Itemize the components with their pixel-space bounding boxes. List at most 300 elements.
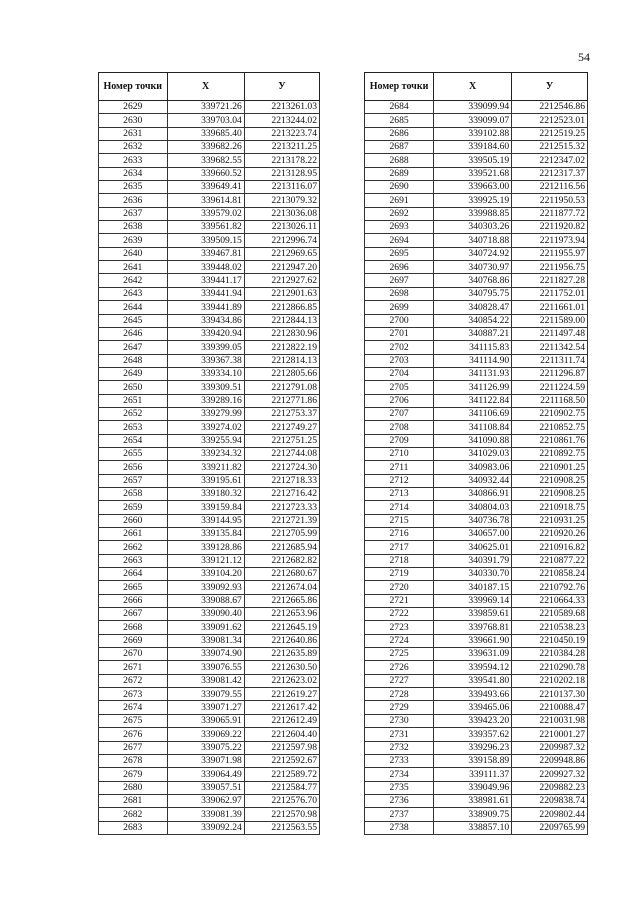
cell-y: 2212584.77 [244, 781, 319, 794]
cell-x: 341106.69 [434, 407, 512, 420]
cell-y: 2212753.37 [244, 407, 319, 420]
cell-point-number: 2721 [365, 594, 434, 607]
cell-point-number: 2674 [99, 701, 168, 714]
cell-x: 339144.95 [167, 514, 244, 527]
cell-point-number: 2636 [99, 194, 168, 207]
table-row [365, 701, 588, 714]
table-row [365, 167, 588, 180]
cell-x: 340391.79 [434, 554, 512, 567]
cell-point-number: 2631 [99, 127, 168, 140]
cell-x: 339104.20 [167, 568, 244, 581]
cell-point-number: 2710 [365, 447, 434, 460]
cell-point-number: 2725 [365, 648, 434, 661]
cell-x: 340330.70 [434, 568, 512, 581]
cell-point-number: 2705 [365, 381, 434, 394]
cell-y: 2211497.48 [512, 327, 588, 340]
table-row [365, 514, 588, 527]
cell-x: 340724.92 [434, 247, 512, 260]
table-row [99, 154, 320, 167]
cell-point-number: 2697 [365, 274, 434, 287]
cell-y: 2212523.01 [512, 114, 588, 127]
cell-point-number: 2692 [365, 207, 434, 220]
cell-x: 340983.06 [434, 461, 512, 474]
cell-point-number: 2667 [99, 608, 168, 621]
cell-x: 338909.75 [434, 808, 512, 821]
table-row [99, 181, 320, 194]
cell-point-number: 2689 [365, 167, 434, 180]
cell-point-number: 2653 [99, 421, 168, 434]
cell-point-number: 2687 [365, 141, 434, 154]
cell-y: 2212635.89 [244, 648, 319, 661]
table-row [99, 474, 320, 487]
cell-y: 2212830.96 [244, 327, 319, 340]
cell-point-number: 2637 [99, 207, 168, 220]
cell-point-number: 2654 [99, 434, 168, 447]
cell-y: 2211589.00 [512, 314, 588, 327]
cell-x: 339255.94 [167, 434, 244, 447]
cell-y: 2209987.32 [512, 741, 588, 754]
table-row [99, 594, 320, 607]
cell-point-number: 2720 [365, 581, 434, 594]
cell-y: 2209882.23 [512, 781, 588, 794]
cell-y: 2209802.44 [512, 808, 588, 821]
cell-y: 2212674.04 [244, 581, 319, 594]
cell-point-number: 2719 [365, 568, 434, 581]
cell-y: 2213211.25 [244, 141, 319, 154]
cell-x: 339357.62 [434, 728, 512, 741]
cell-y: 2210920.26 [512, 528, 588, 541]
table-row [365, 821, 588, 834]
cell-point-number: 2681 [99, 794, 168, 807]
cell-x: 339988.85 [434, 207, 512, 220]
cell-x: 338857.10 [434, 821, 512, 834]
table-row [99, 314, 320, 327]
cell-point-number: 2640 [99, 247, 168, 260]
cell-x: 339234.32 [167, 447, 244, 460]
cell-y: 2212723.33 [244, 501, 319, 514]
cell-point-number: 2707 [365, 407, 434, 420]
cell-x: 339367.38 [167, 354, 244, 367]
cell-point-number: 2738 [365, 821, 434, 834]
cell-point-number: 2664 [99, 568, 168, 581]
cell-x: 340657.00 [434, 528, 512, 541]
cell-x: 339064.49 [167, 768, 244, 781]
table-row [99, 354, 320, 367]
table-row [365, 754, 588, 767]
cell-y: 2211661.01 [512, 301, 588, 314]
cell-x: 339521.68 [434, 167, 512, 180]
cell-x: 339334.10 [167, 367, 244, 380]
cell-point-number: 2662 [99, 541, 168, 554]
table-row [99, 127, 320, 140]
cell-x: 339467.81 [167, 247, 244, 260]
table-row [99, 141, 320, 154]
cell-x: 341126.99 [434, 381, 512, 394]
cell-x: 339493.66 [434, 688, 512, 701]
table-row [99, 808, 320, 821]
cell-x: 339092.24 [167, 821, 244, 834]
table-row [365, 661, 588, 674]
table-row [365, 541, 588, 554]
cell-point-number: 2698 [365, 287, 434, 300]
cell-y: 2212604.40 [244, 728, 319, 741]
cell-y: 2212116.56 [512, 181, 588, 194]
cell-point-number: 2680 [99, 781, 168, 794]
cell-y: 2212563.55 [244, 821, 319, 834]
cell-x: 338981.61 [434, 794, 512, 807]
cell-y: 2210892.75 [512, 447, 588, 460]
table-row [99, 701, 320, 714]
cell-point-number: 2704 [365, 367, 434, 380]
cell-x: 340303.26 [434, 221, 512, 234]
cell-point-number: 2714 [365, 501, 434, 514]
cell-point-number: 2686 [365, 127, 434, 140]
cell-y: 2212653.96 [244, 608, 319, 621]
cell-x: 340866.91 [434, 487, 512, 500]
cell-point-number: 2690 [365, 181, 434, 194]
table-row [365, 781, 588, 794]
cell-point-number: 2673 [99, 688, 168, 701]
cell-point-number: 2708 [365, 421, 434, 434]
table-row [99, 194, 320, 207]
table-row [99, 621, 320, 634]
cell-x: 339969.14 [434, 594, 512, 607]
table-row [99, 741, 320, 754]
table-row [99, 394, 320, 407]
cell-y: 2212716.42 [244, 487, 319, 500]
cell-y: 2212317.37 [512, 167, 588, 180]
cell-x: 339721.26 [167, 101, 244, 114]
cell-y: 2212570.98 [244, 808, 319, 821]
cell-point-number: 2635 [99, 181, 168, 194]
cell-x: 339195.61 [167, 474, 244, 487]
cell-point-number: 2711 [365, 461, 434, 474]
cell-point-number: 2633 [99, 154, 168, 167]
cell-point-number: 2645 [99, 314, 168, 327]
coordinates-table-left [98, 72, 320, 835]
cell-y: 2210931.25 [512, 514, 588, 527]
table-row [365, 127, 588, 140]
cell-point-number: 2670 [99, 648, 168, 661]
table-row [365, 648, 588, 661]
cell-y: 2213178.22 [244, 154, 319, 167]
cell-y: 2211224.59 [512, 381, 588, 394]
table-row [365, 554, 588, 567]
cell-y: 2212724.30 [244, 461, 319, 474]
cell-x: 339631.09 [434, 648, 512, 661]
cell-x: 341108.84 [434, 421, 512, 434]
header-point-number: Номер точки [99, 73, 168, 101]
cell-y: 2212705.99 [244, 528, 319, 541]
cell-y: 2212901.63 [244, 287, 319, 300]
cell-point-number: 2728 [365, 688, 434, 701]
cell-point-number: 2659 [99, 501, 168, 514]
table-row [99, 301, 320, 314]
cell-point-number: 2632 [99, 141, 168, 154]
cell-point-number: 2663 [99, 554, 168, 567]
cell-y: 2210088.47 [512, 701, 588, 714]
table-row [99, 781, 320, 794]
cell-y: 2210538.23 [512, 621, 588, 634]
cell-y: 2211920.82 [512, 221, 588, 234]
cell-point-number: 2726 [365, 661, 434, 674]
cell-y: 2211973.94 [512, 234, 588, 247]
cell-x: 339274.02 [167, 421, 244, 434]
table-row [365, 207, 588, 220]
cell-y: 2212996.74 [244, 234, 319, 247]
table-header-row [99, 73, 320, 101]
cell-x: 339099.07 [434, 114, 512, 127]
cell-x: 340187.15 [434, 581, 512, 594]
cell-y: 2212744.08 [244, 447, 319, 460]
cell-point-number: 2733 [365, 754, 434, 767]
table-row [365, 381, 588, 394]
cell-point-number: 2648 [99, 354, 168, 367]
cell-y: 2212589.72 [244, 768, 319, 781]
cell-y: 2212619.27 [244, 688, 319, 701]
table-row [99, 407, 320, 420]
table-row [99, 434, 320, 447]
table-row [365, 608, 588, 621]
coordinates-table-right [364, 72, 588, 835]
table-row [365, 434, 588, 447]
cell-y: 2212546.86 [512, 101, 588, 114]
table-row [365, 501, 588, 514]
cell-point-number: 2731 [365, 728, 434, 741]
table-row [365, 741, 588, 754]
cell-x: 339135.84 [167, 528, 244, 541]
table-row [99, 221, 320, 234]
table-row [365, 221, 588, 234]
cell-y: 2211956.75 [512, 261, 588, 274]
cell-x: 339088.67 [167, 594, 244, 607]
cell-x: 339057.51 [167, 781, 244, 794]
cell-x: 339682.55 [167, 154, 244, 167]
cell-y: 2212612.49 [244, 714, 319, 727]
cell-x: 341090.88 [434, 434, 512, 447]
table-row [99, 794, 320, 807]
cell-x: 339289.16 [167, 394, 244, 407]
cell-y: 2209927.32 [512, 768, 588, 781]
table-row [99, 821, 320, 834]
cell-point-number: 2634 [99, 167, 168, 180]
table-row [365, 447, 588, 460]
table-row [365, 101, 588, 114]
cell-x: 339076.55 [167, 661, 244, 674]
cell-point-number: 2699 [365, 301, 434, 314]
page-number: 54 [578, 50, 590, 64]
cell-x: 339081.39 [167, 808, 244, 821]
table-row [99, 327, 320, 340]
cell-y: 2210202.18 [512, 674, 588, 687]
cell-y: 2210137.30 [512, 688, 588, 701]
table-row [365, 421, 588, 434]
cell-x: 340730.97 [434, 261, 512, 274]
cell-x: 339091.62 [167, 621, 244, 634]
cell-point-number: 2646 [99, 327, 168, 340]
table-row [99, 447, 320, 460]
cell-y: 2210384.28 [512, 648, 588, 661]
header-x: X [434, 73, 512, 101]
table-row [99, 728, 320, 741]
cell-point-number: 2736 [365, 794, 434, 807]
table-row [99, 581, 320, 594]
cell-y: 2209838.74 [512, 794, 588, 807]
cell-y: 2212969.65 [244, 247, 319, 260]
cell-point-number: 2694 [365, 234, 434, 247]
cell-point-number: 2656 [99, 461, 168, 474]
cell-point-number: 2734 [365, 768, 434, 781]
table-row [365, 407, 588, 420]
cell-point-number: 2709 [365, 434, 434, 447]
table-row [365, 367, 588, 380]
table-row [99, 114, 320, 127]
cell-point-number: 2688 [365, 154, 434, 167]
cell-x: 339158.89 [434, 754, 512, 767]
table-row [365, 301, 588, 314]
table-row [99, 608, 320, 621]
cell-x: 339685.40 [167, 127, 244, 140]
table-row [365, 181, 588, 194]
cell-point-number: 2638 [99, 221, 168, 234]
cell-x: 339663.00 [434, 181, 512, 194]
table-row [365, 594, 588, 607]
cell-x: 340718.88 [434, 234, 512, 247]
cell-x: 339079.55 [167, 688, 244, 701]
cell-x: 339111.37 [434, 768, 512, 781]
table-row [99, 101, 320, 114]
cell-x: 339128.86 [167, 541, 244, 554]
cell-y: 2211342.54 [512, 341, 588, 354]
cell-point-number: 2727 [365, 674, 434, 687]
cell-point-number: 2655 [99, 447, 168, 460]
cell-point-number: 2718 [365, 554, 434, 567]
table-row [99, 661, 320, 674]
table-row [99, 754, 320, 767]
table-row [99, 421, 320, 434]
cell-x: 341115.83 [434, 341, 512, 354]
cell-point-number: 2696 [365, 261, 434, 274]
table-row [365, 621, 588, 634]
cell-y: 2212771.86 [244, 394, 319, 407]
cell-y: 2211752.01 [512, 287, 588, 300]
cell-x: 340828.47 [434, 301, 512, 314]
cell-point-number: 2717 [365, 541, 434, 554]
cell-x: 339081.42 [167, 674, 244, 687]
table-row [99, 274, 320, 287]
cell-x: 340625.01 [434, 541, 512, 554]
cell-y: 2212519.25 [512, 127, 588, 140]
table-row [365, 234, 588, 247]
cell-x: 339509.15 [167, 234, 244, 247]
cell-y: 2210908.25 [512, 487, 588, 500]
table-row [99, 541, 320, 554]
cell-point-number: 2677 [99, 741, 168, 754]
cell-point-number: 2703 [365, 354, 434, 367]
cell-y: 2212682.82 [244, 554, 319, 567]
cell-point-number: 2657 [99, 474, 168, 487]
table-row [99, 568, 320, 581]
cell-point-number: 2658 [99, 487, 168, 500]
cell-y: 2212791.08 [244, 381, 319, 394]
cell-x: 339505.19 [434, 154, 512, 167]
cell-y: 2213128.95 [244, 167, 319, 180]
cell-x: 340854.22 [434, 314, 512, 327]
cell-point-number: 2702 [365, 341, 434, 354]
cell-point-number: 2732 [365, 741, 434, 754]
cell-x: 339090.40 [167, 608, 244, 621]
table-row [99, 514, 320, 527]
cell-y: 2210792.76 [512, 581, 588, 594]
cell-y: 2210031.98 [512, 714, 588, 727]
table-row [99, 714, 320, 727]
cell-y: 2211955.97 [512, 247, 588, 260]
cell-y: 2210877.22 [512, 554, 588, 567]
cell-y: 2213116.07 [244, 181, 319, 194]
cell-x: 339859.61 [434, 608, 512, 621]
cell-point-number: 2716 [365, 528, 434, 541]
cell-y: 2211827.28 [512, 274, 588, 287]
cell-point-number: 2660 [99, 514, 168, 527]
cell-x: 339434.86 [167, 314, 244, 327]
cell-y: 2213036.08 [244, 207, 319, 220]
cell-point-number: 2700 [365, 314, 434, 327]
cell-point-number: 2642 [99, 274, 168, 287]
table-row [99, 287, 320, 300]
cell-x: 339441.89 [167, 301, 244, 314]
cell-y: 2211168.50 [512, 394, 588, 407]
cell-x: 339071.27 [167, 701, 244, 714]
cell-point-number: 2675 [99, 714, 168, 727]
cell-point-number: 2643 [99, 287, 168, 300]
cell-x: 339649.41 [167, 181, 244, 194]
cell-point-number: 2676 [99, 728, 168, 741]
cell-point-number: 2695 [365, 247, 434, 260]
cell-x: 339579.02 [167, 207, 244, 220]
cell-x: 339423.20 [434, 714, 512, 727]
cell-point-number: 2672 [99, 674, 168, 687]
table-row [99, 341, 320, 354]
cell-y: 2212617.42 [244, 701, 319, 714]
table-row [99, 461, 320, 474]
table-row [99, 688, 320, 701]
cell-x: 339075.22 [167, 741, 244, 754]
cell-x: 339541.80 [434, 674, 512, 687]
cell-x: 339661.90 [434, 634, 512, 647]
cell-x: 340887.21 [434, 327, 512, 340]
table-row [365, 114, 588, 127]
table-row [365, 247, 588, 260]
table-row [99, 234, 320, 247]
table-row [365, 808, 588, 821]
cell-x: 339441.94 [167, 287, 244, 300]
table-row [365, 487, 588, 500]
cell-point-number: 2712 [365, 474, 434, 487]
table-row [365, 341, 588, 354]
table-row [365, 141, 588, 154]
table-row [365, 394, 588, 407]
cell-point-number: 2665 [99, 581, 168, 594]
cell-x: 339069.22 [167, 728, 244, 741]
table-row [365, 474, 588, 487]
cell-x: 340768.86 [434, 274, 512, 287]
table-row [365, 194, 588, 207]
cell-y: 2212347.02 [512, 154, 588, 167]
cell-y: 2212822.19 [244, 341, 319, 354]
cell-y: 2213026.11 [244, 221, 319, 234]
cell-point-number: 2678 [99, 754, 168, 767]
table-row [365, 568, 588, 581]
